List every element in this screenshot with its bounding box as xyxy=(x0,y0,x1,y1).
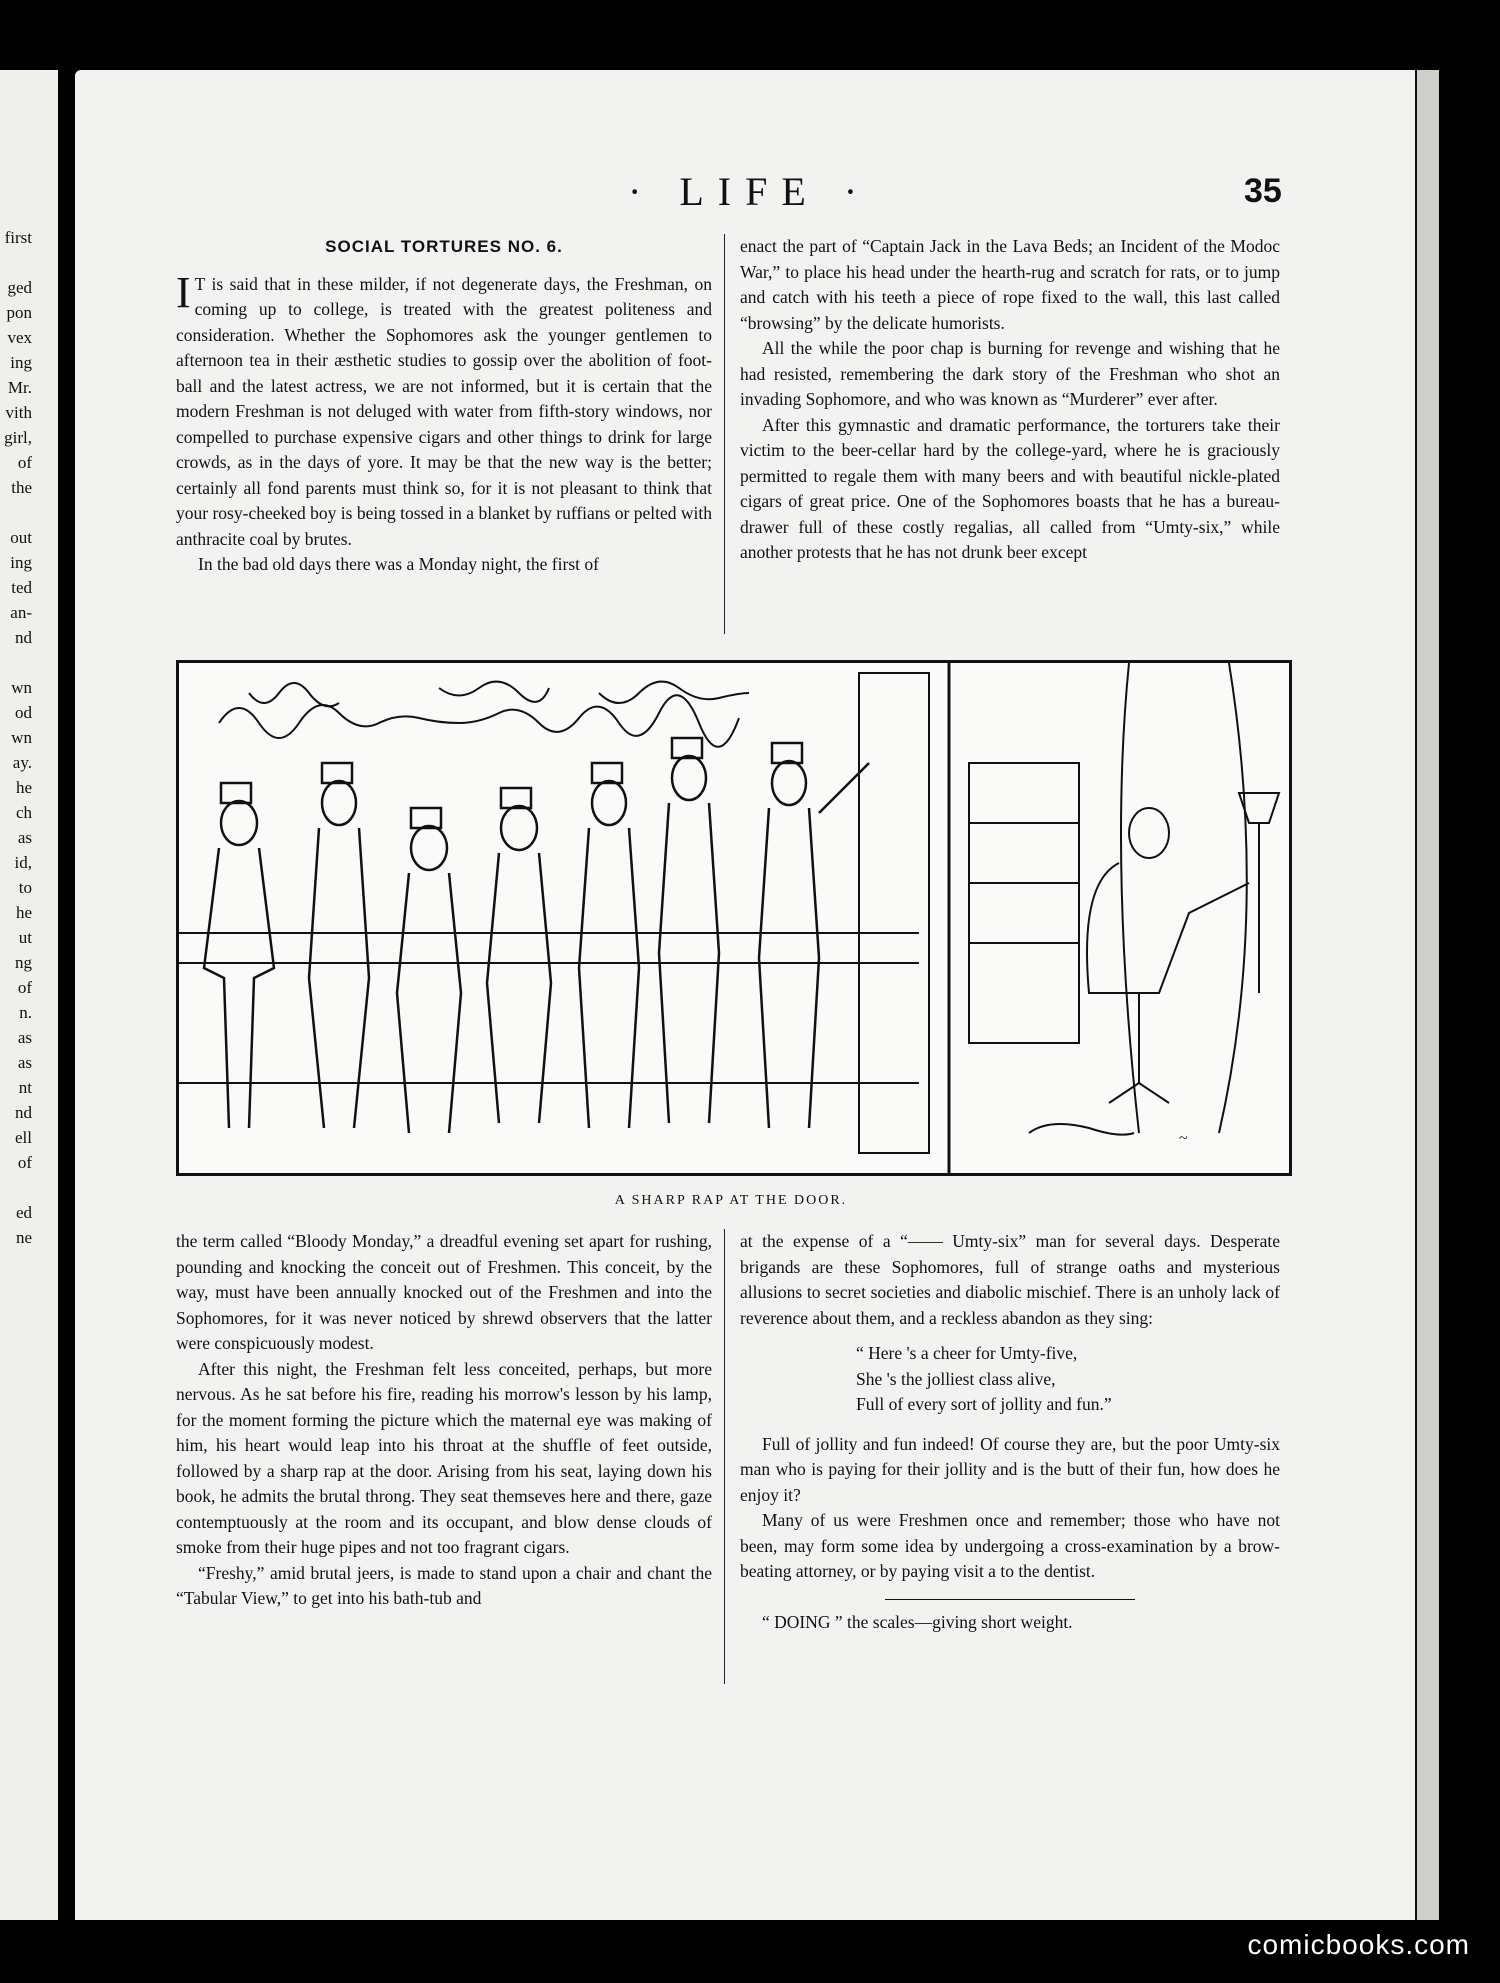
paragraph: All the while the poor chap is burning for revenge and wishing that he had resisted, remembering the dark story of the Freshman who shot an invading Sophomore, and who was known as “Murderer” ever after. xyxy=(740,338,1280,409)
verse-line: “ Here 's a cheer for Umty-five, xyxy=(856,1343,1078,1363)
left-page-fragment: first xyxy=(4,228,32,247)
left-page-fragment: n. xyxy=(19,1003,32,1022)
article-column-4 xyxy=(740,1229,1280,1635)
left-page-fragment: he xyxy=(15,778,32,797)
paragraph: enact the part of “Captain Jack in the Lava Beds; an Incident of the Modoc War,” to place his head under the hearth-rug and scratch for rats, or to jump and catch with his teeth a piece of rope fixed to the wall, this last called “browsing” by the delicate humorists. xyxy=(740,236,1280,333)
left-page-fragment: pon xyxy=(6,303,32,322)
page-edge xyxy=(1415,70,1439,1920)
paragraph: at the expense of a “—— Umty-six” man for several days. Desperate brigands are these Sophomores, full of strange oaths and mysterious allusions to secret societies and diabolic mischief. There is an unholy lack of reverence about them, and a reckless abandon as they sing: xyxy=(740,1231,1280,1328)
left-page-fragment: vith xyxy=(5,403,32,422)
left-page-text-fragments xyxy=(0,225,32,1250)
left-page-fragment: ing xyxy=(10,353,32,372)
drop-cap: I xyxy=(176,267,191,317)
left-page-fragment xyxy=(0,500,32,525)
artist-signature: ~ xyxy=(1179,1130,1188,1147)
engraving-illustration xyxy=(179,663,1289,1173)
left-page-fragment: as xyxy=(17,828,32,847)
column-divider xyxy=(724,1229,725,1684)
separator-rule xyxy=(885,1599,1135,1600)
left-page-fragment: ged xyxy=(7,278,32,297)
left-page-fragment: ne xyxy=(15,1228,32,1247)
left-page-fragment xyxy=(0,650,32,675)
article-column-2 xyxy=(740,234,1280,566)
song-verse xyxy=(856,1341,1280,1418)
left-page-fragment: out xyxy=(10,528,32,547)
column-divider xyxy=(724,234,725,634)
paragraph: In the bad old days there was a Monday night, the first of xyxy=(198,554,599,574)
paragraph: Full of jollity and fun indeed! Of course they are, but the poor Umty-six man who is paying for their jollity and is the butt of their fun, how does he enjoy it? xyxy=(740,1433,1280,1505)
paragraph: Many of us were Freshmen once and remember; those who have not been, may form some idea by undergoing a cross-examination by a brow-beating attorney, or by paying visit a to the dentist. xyxy=(740,1510,1280,1581)
magazine-title: · LIFE · xyxy=(628,169,872,214)
paragraph: After this night, the Freshman felt less conceited, perhaps, but more nervous. As he sat before his fire, reading his morrow's lesson by his lamp, for the moment forming the picture which the maternal eye was making of him, his heart would leap into his throat at the shuffle of feet outside, followed by a sharp rap at the door. Arising from his seat, laying down his book, he admits the brutal throng. They seat themseves here and there, gaze contemptuously at the room and its occupant, and blow dense clouds of smoke from their huge pipes and not too fragrant cigars. xyxy=(176,1358,712,1557)
article-title: SOCIAL TORTURES NO. 6. xyxy=(325,237,563,256)
left-page-fragment: ut xyxy=(18,928,32,947)
left-page-fragment: as xyxy=(17,1053,32,1072)
left-page-fragment: the xyxy=(11,478,32,497)
left-page-fragment: wn xyxy=(11,678,32,697)
left-page-fragment: ell xyxy=(15,1128,32,1147)
left-page-fragment: ing xyxy=(10,553,32,572)
left-page-fragment: ng xyxy=(15,953,32,972)
paragraph: I T is said that in these milder, if not degenerate days, the Freshman, on coming up to college, is treated with the greatest politeness and consideration. Whether the Sophomores ask the younger gentlemen to afternoon tea in their æsthetic studies to gossip over the abolition of foot-ball and the latest actress, we are not informed, but it is certain that the modern Freshman is not deluged with water from fifth-story windows, nor compelled to purchase expensive cigars and other things to drink for large crowds, as in the days of yore. It may be that the new way is the better; certainly all fond parents must think so, for it is not pleasant to think that your rosy-cheeked boy is being tossed in a blanket by ruffians or pelted with anthracite coal by brutes. xyxy=(176,267,712,549)
left-page-fragment: of xyxy=(17,1153,32,1172)
page-number: 35 xyxy=(1244,172,1282,210)
paragraph: the term called “Bloody Monday,” a dreadful evening set apart for rushing, pounding and knocking the conceit out of Freshmen. This conceit, by the way, must have been annually knocked out of the Freshmen and into the Sophomores, for it was never noticed by shrewd observers that the latter were conspicuously modest. xyxy=(176,1231,712,1353)
verse-line: Full of every sort of jollity and fun.” xyxy=(856,1394,1112,1414)
joke-line: “ DOING ” the scales—giving short weight. xyxy=(762,1611,1073,1632)
left-page-fragment: ch xyxy=(15,803,32,822)
left-page-fragment: ay. xyxy=(12,753,32,772)
left-page-fragment: Mr. xyxy=(7,378,32,397)
left-page-fragment: nd xyxy=(15,628,32,647)
left-page-fragment: ed xyxy=(15,1203,32,1222)
left-page-fragment: to xyxy=(18,878,32,897)
left-page-fragment: nd xyxy=(15,1103,32,1122)
left-page-fragment: vex xyxy=(7,328,32,347)
left-page-fragment: of xyxy=(17,453,32,472)
article-column-1 xyxy=(176,234,712,578)
left-page-fragment: an- xyxy=(10,603,32,622)
left-page-fragment: as xyxy=(17,1028,32,1047)
article-column-3 xyxy=(176,1229,712,1612)
left-page-fragment: wn xyxy=(11,728,32,747)
illustration-caption: A SHARP RAP AT THE DOOR. xyxy=(614,1193,848,1208)
verse-line: She 's the jolliest class alive, xyxy=(856,1368,1056,1389)
left-page-fragment: nt xyxy=(18,1078,32,1097)
left-page-fragment xyxy=(0,1175,32,1200)
left-page-fragment: od xyxy=(15,703,32,722)
left-page-fragment: he xyxy=(15,903,32,922)
illustration xyxy=(176,660,1292,1176)
left-page-fragment: ted xyxy=(11,578,32,597)
watermark-logo: comicbooks.com xyxy=(1247,1929,1470,1960)
left-page-fragment xyxy=(0,250,32,275)
left-page-fragment: id, xyxy=(14,853,32,872)
left-page-fragment: of xyxy=(17,978,32,997)
paragraph: “Freshy,” amid brutal jeers, is made to stand upon a chair and chant the “Tabular View,” to get into his bath-tub and xyxy=(176,1562,712,1608)
left-page-fragment: girl, xyxy=(4,428,32,447)
paragraph: After this gymnastic and dramatic performance, the torturers take their victim to the beer-cellar hard by the college-yard, where he is graciously permitted to regale them with many beers and with beautiful nickle-plated cigars of great price. One of the Sophomores boasts that he has a bureau-drawer full of these costly regalias, all called from “Umty-six,” while another protests that he has not drunk beer except xyxy=(740,414,1280,562)
